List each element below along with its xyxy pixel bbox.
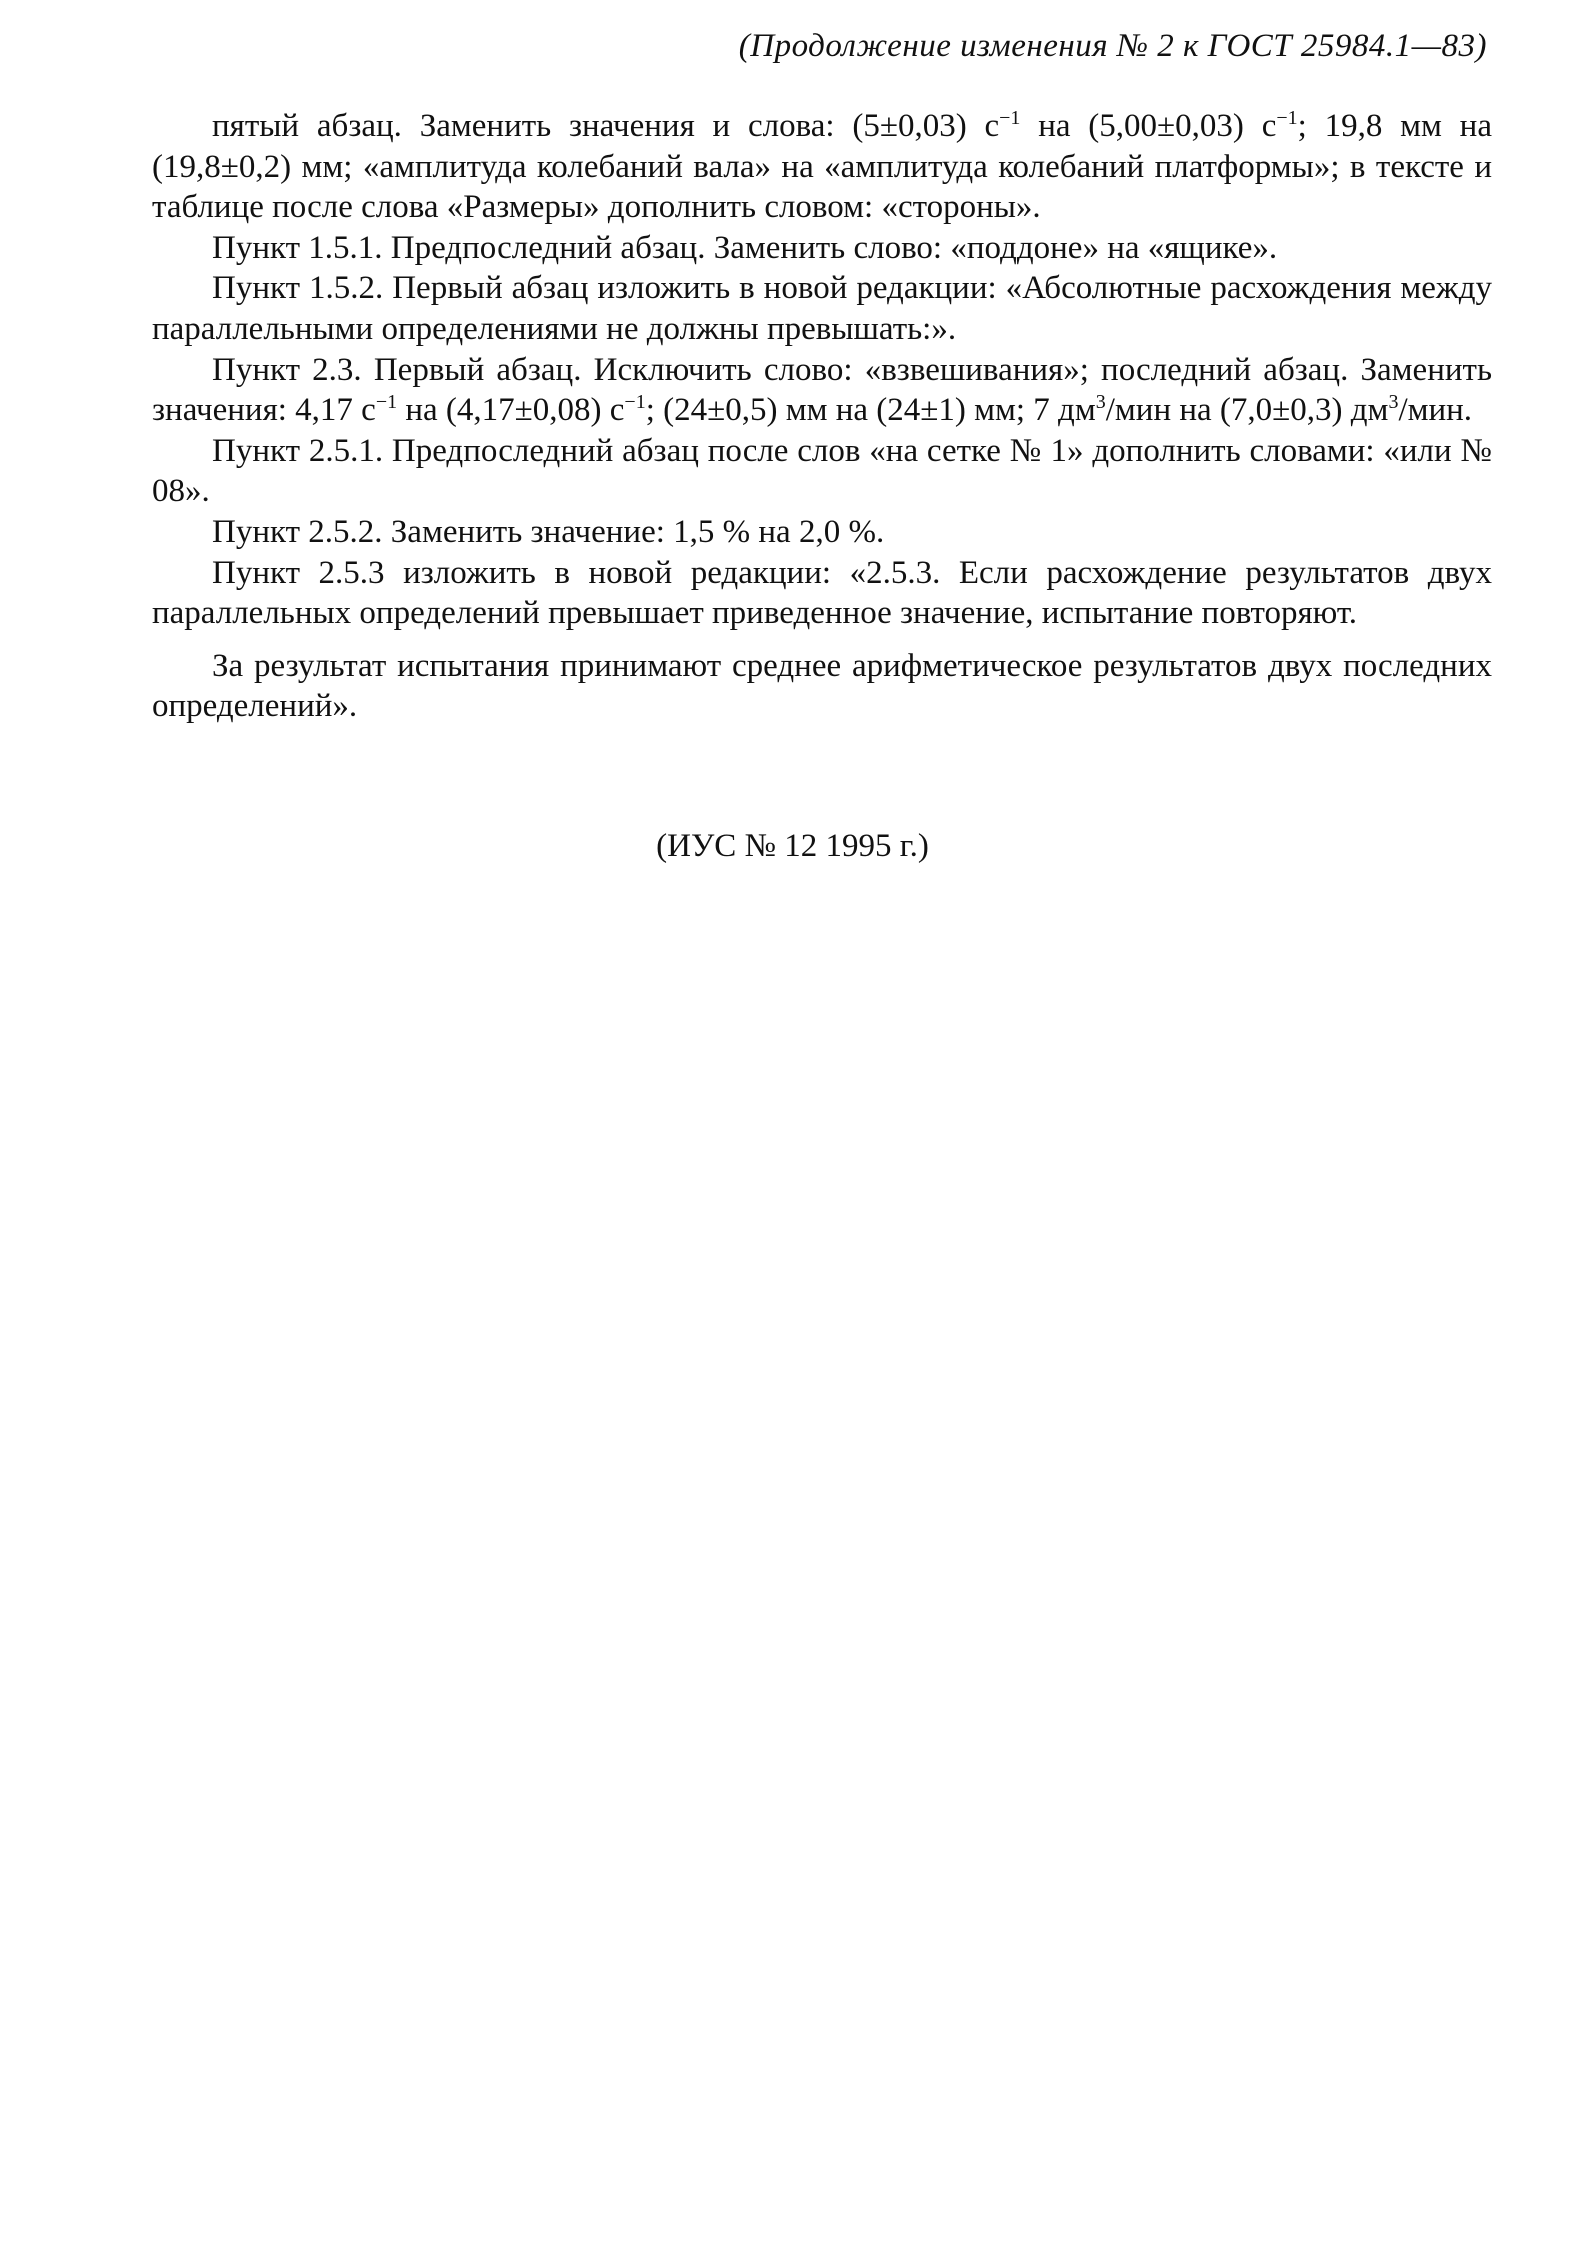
source-reference: (ИУС № 12 1995 г.) (656, 828, 929, 864)
superscript: −1 (375, 391, 398, 414)
paragraph-fifth-abzac (152, 106, 1492, 228)
text-segment: ; (24±0,5) мм на (24±1) мм; 7 дм (645, 392, 1096, 429)
text-segment: Пункт 2.5.2. Заменить значение: 1,5 % на 2,0 %. (212, 513, 885, 550)
paragraph-item-2-3 (152, 350, 1492, 431)
paragraph-item-1-5-2 (152, 268, 1492, 349)
paragraph-item-2-5-2 (152, 512, 1492, 553)
superscript: −1 (624, 391, 646, 414)
paragraph-item-1-5-1 (152, 228, 1492, 269)
text-segment: пятый абзац. Заменить значения и слова: (5±0,03) с (212, 108, 1000, 144)
text-segment: /мин на (7,0±0,3) дм (1105, 392, 1389, 429)
paragraph-result-definition (152, 646, 1492, 727)
text-segment: на (4,17±0,08) с (397, 392, 625, 429)
text-segment: Пункт 2.5.1. Предпоследний абзац после слов «на сетке № 1» дополнить словами: «или № 08». (152, 432, 1492, 510)
text-segment: Пункт 2.5.3 изложить в новой редакции: «2.5.3. Если расхождение результатов двух параллельных определений превышает приведенное значение, испытание повторяют. (152, 554, 1492, 632)
amendment-text (152, 106, 1492, 727)
paragraph-item-2-5-1 (152, 431, 1492, 512)
text-segment: Пункт 1.5.2. Первый абзац изложить в новой редакции: «Абсолютные расхождения между параллельными определениями не должны превышать:». (152, 270, 1492, 347)
text-segment: на (5,00±0,03) с (1020, 108, 1277, 144)
text-segment: Пункт 1.5.1. Предпоследний абзац. Заменить слово: «поддоне» на «ящике». (212, 229, 1278, 266)
superscript: 3 (1095, 391, 1106, 414)
text-segment: За результат испытания принимают среднее арифметическое результатов двух последних определений». (152, 647, 1492, 725)
paragraph-item-2-5-3 (152, 553, 1492, 634)
superscript: 3 (1388, 391, 1399, 414)
text-segment: Пункт 2.3. Первый абзац. Исключить слово: «взвешивания»; последний абзац. Заменить значения: 4,17 с (152, 351, 1492, 429)
text-segment: /мин. (1398, 392, 1473, 429)
superscript: −1 (1276, 107, 1298, 129)
text-segment: ; 19,8 мм на (19,8±0,2) мм; «амплитуда колебаний вала» на «амплитуда колебаний платформы»; в тексте и таблице после слова «Размеры» дополнить словом: «стороны». (152, 108, 1492, 226)
running-header: (Продолжение изменения № 2 к ГОСТ 25984.1—83) (738, 28, 1487, 64)
superscript: −1 (999, 107, 1021, 129)
